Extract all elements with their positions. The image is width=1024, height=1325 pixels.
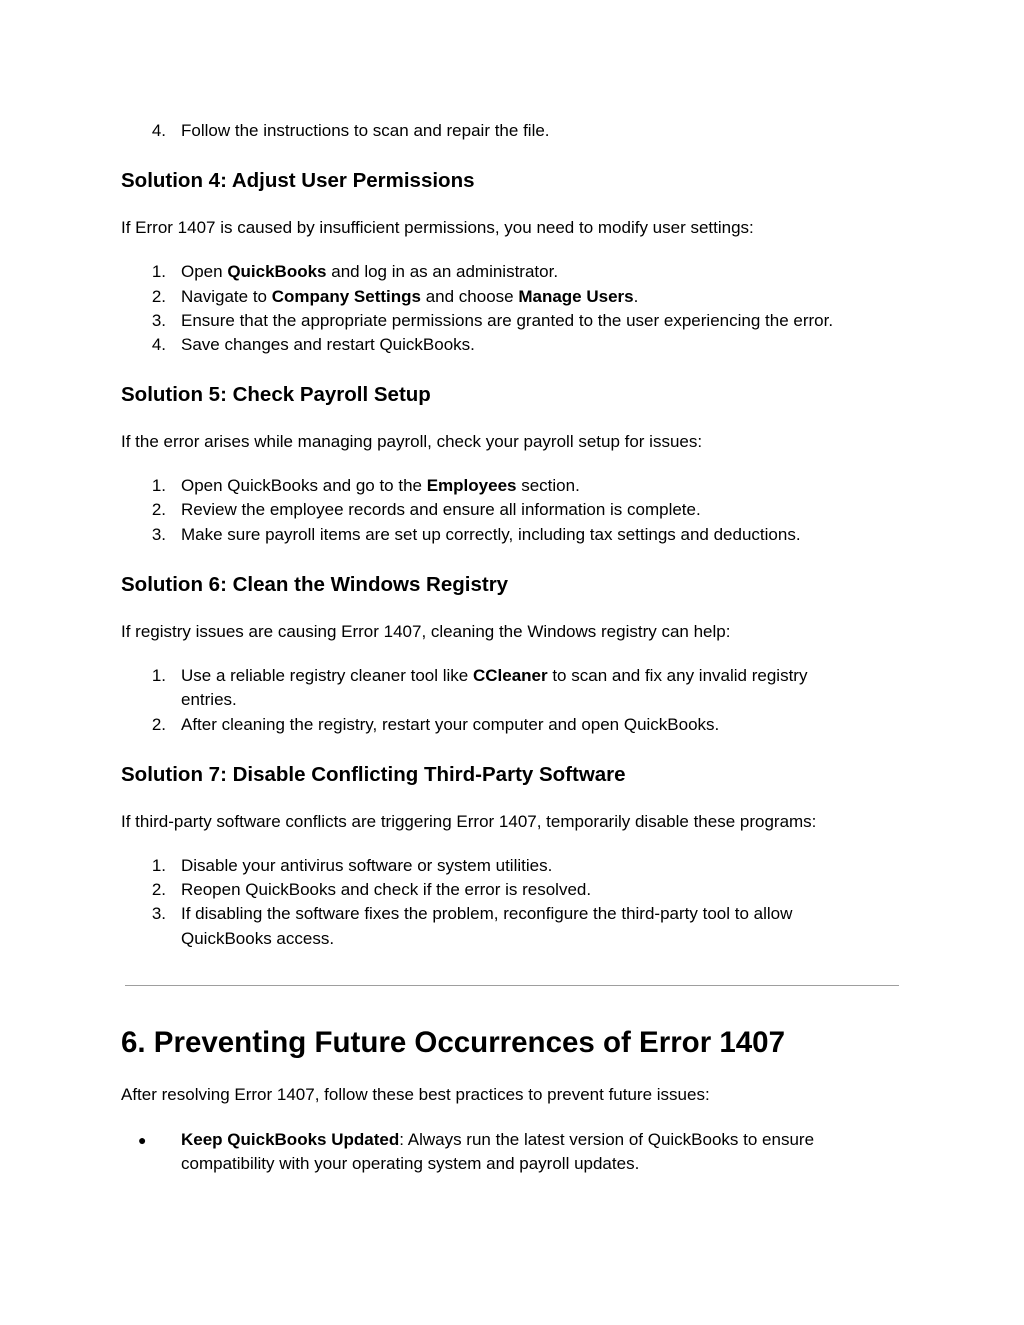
list-text: Make sure payroll items are set up correctly, including tax settings and deductions. (181, 525, 801, 544)
list-number: 2. (151, 287, 166, 306)
list-number: 3. (151, 904, 166, 923)
list-number: 1. (151, 666, 166, 685)
list-text: Ensure that the appropriate permissions are granted to the user experiencing the error. (181, 311, 834, 330)
list-text: After cleaning the registry, restart your computer and open QuickBooks. (181, 715, 720, 734)
list-number: 2. (151, 500, 166, 519)
solution4-heading: Solution 4: Adjust User Permissions (121, 169, 475, 192)
section6-intro: After resolving Error 1407, follow these best practices to prevent future issues: (121, 1085, 710, 1104)
solution7-heading: Solution 7: Disable Conflicting Third-Party Software (121, 763, 626, 786)
bullet-text: Keep QuickBooks Updated: Always run the latest version of QuickBooks to ensure (181, 1130, 815, 1149)
list-number: 1. (151, 476, 166, 495)
list-text: Open QuickBooks and go to the Employees section. (181, 476, 580, 495)
list-text: Review the employee records and ensure all information is complete. (181, 500, 701, 519)
list-number: 2. (151, 715, 166, 734)
solution6-intro: If registry issues are causing Error 1407, cleaning the Windows registry can help: (121, 622, 731, 641)
solution5-intro: If the error arises while managing payroll, check your payroll setup for issues: (121, 432, 703, 451)
list-text-continued: QuickBooks access. (181, 929, 335, 948)
list-number: 3. (151, 311, 166, 330)
horizontal-divider (125, 985, 899, 986)
section6-heading: 6. Preventing Future Occurrences of Error 1407 (121, 1026, 785, 1059)
bullet-icon: ● (138, 1132, 147, 1148)
list-text: If disabling the software fixes the problem, reconfigure the third-party tool to allow (181, 904, 793, 923)
list-text: Reopen QuickBooks and check if the error is resolved. (181, 880, 592, 899)
list-number: 4. (151, 335, 166, 354)
list-number: 1. (151, 856, 166, 875)
solution4-intro: If Error 1407 is caused by insufficient permissions, you need to modify user settings: (121, 218, 754, 237)
list-text-continued: entries. (181, 690, 237, 709)
list-number: 4. (151, 121, 166, 140)
list-text: Navigate to Company Settings and choose Manage Users. (181, 287, 639, 306)
list-text: Open QuickBooks and log in as an administrator. (181, 262, 559, 281)
solution7-intro: If third-party software conflicts are triggering Error 1407, temporarily disable these programs: (121, 812, 817, 831)
list-number: 3. (151, 525, 166, 544)
list-number: 2. (151, 880, 166, 899)
list-text: Disable your antivirus software or system utilities. (181, 856, 553, 875)
list-text: Use a reliable registry cleaner tool like CCleaner to scan and fix any invalid registry (181, 666, 808, 685)
solution5-heading: Solution 5: Check Payroll Setup (121, 383, 431, 406)
list-text: Save changes and restart QuickBooks. (181, 335, 475, 354)
list-text: Follow the instructions to scan and repair the file. (181, 121, 550, 140)
bullet-text-continued: compatibility with your operating system and payroll updates. (181, 1154, 640, 1173)
solution6-heading: Solution 6: Clean the Windows Registry (121, 573, 509, 596)
list-number: 1. (151, 262, 166, 281)
